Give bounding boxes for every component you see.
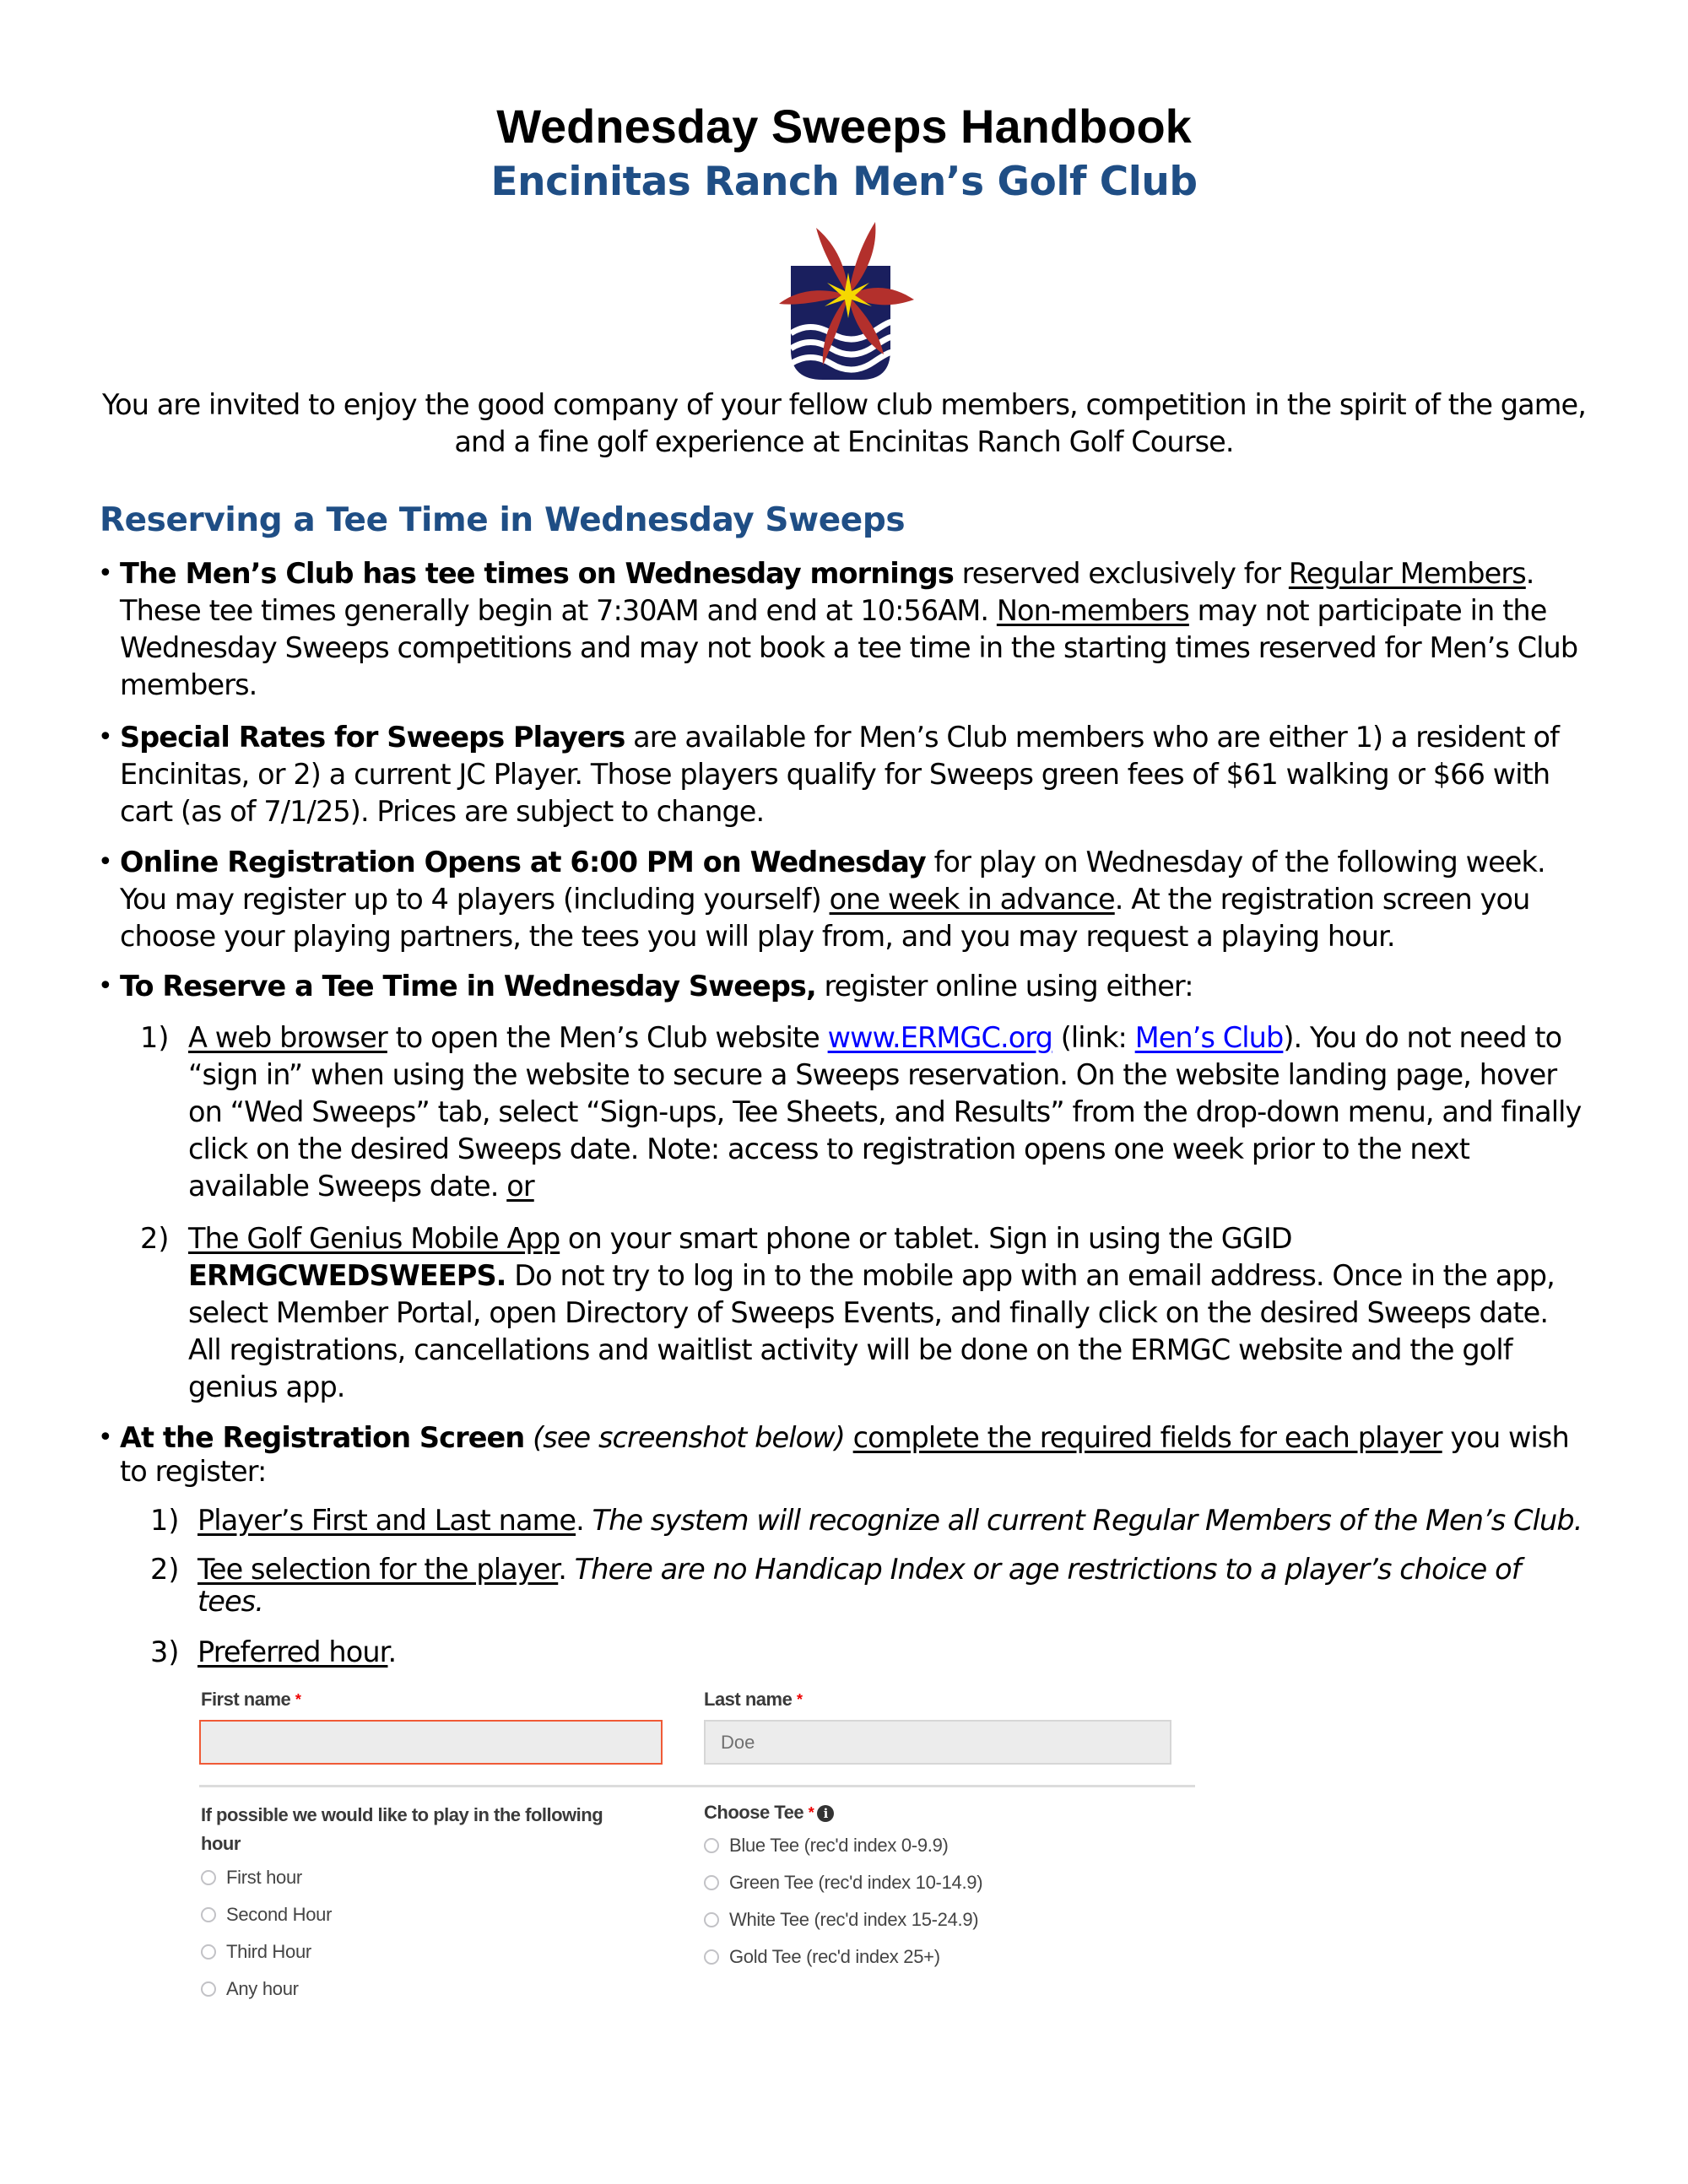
option-label: White Tee (rec'd index 15-24.9) <box>729 1909 979 1930</box>
radio-second-hour[interactable] <box>201 1904 332 1926</box>
radio-blue-tee[interactable] <box>704 1835 949 1857</box>
required-asterisk: * <box>808 1804 814 1821</box>
form-divider <box>199 1785 1195 1787</box>
text: to open the Men’s Club website <box>387 1021 828 1054</box>
document-title: Wednesday Sweeps Handbook <box>496 100 1192 153</box>
label-text: First name <box>201 1689 291 1710</box>
choose-tee-label <box>704 1801 834 1825</box>
option-label: Green Tee (rec'd index 10-14.9) <box>729 1872 983 1893</box>
required-asterisk: * <box>295 1691 301 1708</box>
radio-circle-icon[interactable] <box>201 1907 216 1922</box>
text: choose your playing partners, the tees you will play from, and you may request a playing hour. <box>120 920 1395 953</box>
web-browser-term: A web browser <box>188 1021 387 1054</box>
text <box>845 1421 853 1454</box>
list-number: 1) <box>140 1021 170 1054</box>
registration-form-screenshot <box>194 1679 1207 2017</box>
bullet-title: At the Registration Screen <box>120 1421 525 1454</box>
radio-circle-icon[interactable] <box>201 1870 216 1885</box>
list-number: 2) <box>150 1553 180 1586</box>
text: . At the registration screen you <box>1114 883 1530 916</box>
first-name-label <box>201 1688 300 1711</box>
text: may not participate in the <box>1188 594 1547 627</box>
text: These tee times generally begin at 7:30AM and end at 10:56AM. <box>120 594 997 627</box>
text: click on the desired Sweeps date. Note: access to registration opens one week prior to the next <box>188 1133 1470 1165</box>
radio-first-hour[interactable] <box>201 1867 302 1889</box>
required-asterisk: * <box>796 1691 803 1708</box>
text: select Member Portal, open Directory of Sweeps Events, and finally click on the desired Sweeps date. <box>188 1296 1549 1329</box>
label-text: hour <box>201 1833 241 1854</box>
bullet-icon: • <box>98 559 113 588</box>
list-number: 3) <box>150 1635 180 1668</box>
text: reserved exclusively for <box>953 557 1289 590</box>
club-name-subtitle: Encinitas Ranch Men’s Golf Club <box>490 159 1198 205</box>
radio-green-tee[interactable] <box>704 1872 982 1894</box>
text: Wednesday Sweeps competitions and may not book a tee time in the starting times reserved for Men’s Club <box>120 631 1578 664</box>
option-label: Any hour <box>226 1978 299 1999</box>
text: . <box>558 1553 575 1586</box>
bullet-title: Special Rates for Sweeps Players <box>120 721 625 754</box>
bullet-title: To Reserve a Tee Time in Wednesday Sweeps, <box>120 970 816 1003</box>
preferred-hour-label <box>201 1801 640 1858</box>
one-week-term: one week in advance <box>829 883 1115 916</box>
text: . <box>576 1504 592 1537</box>
text: are available for Men’s Club members who are either 1) a resident of <box>625 721 1559 754</box>
text: Encinitas, or 2) a current JC Player. Those players qualify for Sweeps green fees of $61 walking or $66 with <box>120 758 1550 791</box>
required-fields-term: complete the required fields for each player <box>852 1421 1442 1454</box>
text: You may register up to 4 players (including yourself) <box>120 883 830 916</box>
text: Do not try to log in to the mobile app with an email address. Once in the app, <box>506 1259 1555 1292</box>
label-text: Last name <box>704 1689 793 1710</box>
text: register online using either: <box>815 970 1193 1003</box>
radio-circle-icon[interactable] <box>704 1912 719 1927</box>
text: to register: <box>120 1455 267 1488</box>
option-label: Blue Tee (rec'd index 0-9.9) <box>729 1835 949 1856</box>
first-name-input[interactable] <box>199 1720 663 1765</box>
radio-circle-icon[interactable] <box>201 1981 216 1997</box>
text: you wish <box>1442 1421 1569 1454</box>
radio-any-hour[interactable] <box>201 1978 299 2000</box>
term: Tee selection for the player <box>197 1553 559 1586</box>
or-term: or <box>506 1170 534 1203</box>
list-number: 2) <box>140 1222 170 1255</box>
radio-gold-tee[interactable] <box>704 1946 940 1968</box>
text: There are no Handicap Index or age restrictions to a player’s choice of <box>574 1553 1521 1586</box>
label-text: Choose Tee <box>704 1802 804 1823</box>
label-text: If possible we would like to play in the following <box>201 1804 603 1825</box>
ermgc-website-link[interactable]: www.ERMGC.org <box>827 1021 1052 1054</box>
text: ). You do not need to <box>1283 1021 1562 1054</box>
text: on “Wed Sweeps” tab, select “Sign-ups, Tee Sheets, and Results” from the drop-down menu, and finally <box>188 1095 1582 1128</box>
radio-circle-icon[interactable] <box>704 1838 719 1853</box>
radio-white-tee[interactable] <box>704 1909 978 1931</box>
text: (link: <box>1052 1021 1135 1054</box>
text: genius app. <box>188 1370 345 1403</box>
list-number: 1) <box>150 1504 180 1537</box>
option-label: First hour <box>226 1867 302 1888</box>
bullet-title: The Men’s Club has tee times on Wednesday mornings <box>120 557 954 590</box>
club-logo-icon <box>764 215 916 384</box>
term: Player’s First and Last name <box>197 1504 576 1537</box>
text: cart (as of 7/1/25). Prices are subject to change. <box>120 795 765 828</box>
text: (see screenshot below) <box>524 1421 845 1454</box>
text: for play on Wednesday of the following week. <box>925 846 1545 878</box>
non-members-term: Non-members <box>996 594 1189 627</box>
text: All registrations, cancellations and waitlist activity will be done on the ERMGC website and the golf <box>188 1333 1512 1366</box>
radio-circle-icon[interactable] <box>201 1944 216 1960</box>
term: Preferred hour <box>197 1635 388 1668</box>
intro-paragraph <box>0 387 1688 461</box>
bullet-icon: • <box>98 1423 113 1452</box>
option-label: Gold Tee (rec'd index 25+) <box>729 1946 940 1967</box>
intro-line: You are invited to enjoy the good company of your fellow club members, competition in the spirit of the game, <box>102 388 1586 421</box>
last-name-input[interactable] <box>704 1720 1171 1765</box>
text: . <box>387 1635 397 1668</box>
text: members. <box>120 668 257 701</box>
text: “sign in” when using the website to secure a Sweeps reservation. On the website landing page, hover <box>188 1058 1557 1091</box>
bullet-icon: • <box>98 722 113 752</box>
ggid-code: ERMGCWEDSWEEPS. <box>188 1259 506 1292</box>
info-icon[interactable]: i <box>817 1805 834 1822</box>
bullet-title: Online Registration Opens at 6:00 PM on Wednesday <box>120 846 926 878</box>
radio-third-hour[interactable] <box>201 1941 311 1963</box>
option-label: Third Hour <box>226 1941 311 1962</box>
bullet-icon: • <box>98 847 113 877</box>
radio-circle-icon[interactable] <box>704 1875 719 1890</box>
last-name-label <box>704 1688 802 1711</box>
text: on your smart phone or tablet. Sign in using the GGID <box>560 1222 1292 1255</box>
text: The system will recognize all current Regular Members of the Men’s Club. <box>592 1504 1582 1537</box>
radio-circle-icon[interactable] <box>704 1949 719 1965</box>
text: available Sweeps date. <box>188 1170 507 1203</box>
bullet-icon: • <box>98 971 113 1001</box>
intro-line: and a fine golf experience at Encinitas Ranch Golf Course. <box>454 425 1234 458</box>
regular-members-term: Regular Members <box>1288 557 1526 590</box>
golf-genius-app-term: The Golf Genius Mobile App <box>188 1222 560 1255</box>
mens-club-link[interactable]: Men’s Club <box>1134 1021 1284 1054</box>
text: . <box>1525 557 1534 590</box>
text: tees. <box>197 1585 263 1618</box>
option-label: Second Hour <box>226 1904 333 1925</box>
section-heading: Reserving a Tee Time in Wednesday Sweeps <box>100 501 906 539</box>
